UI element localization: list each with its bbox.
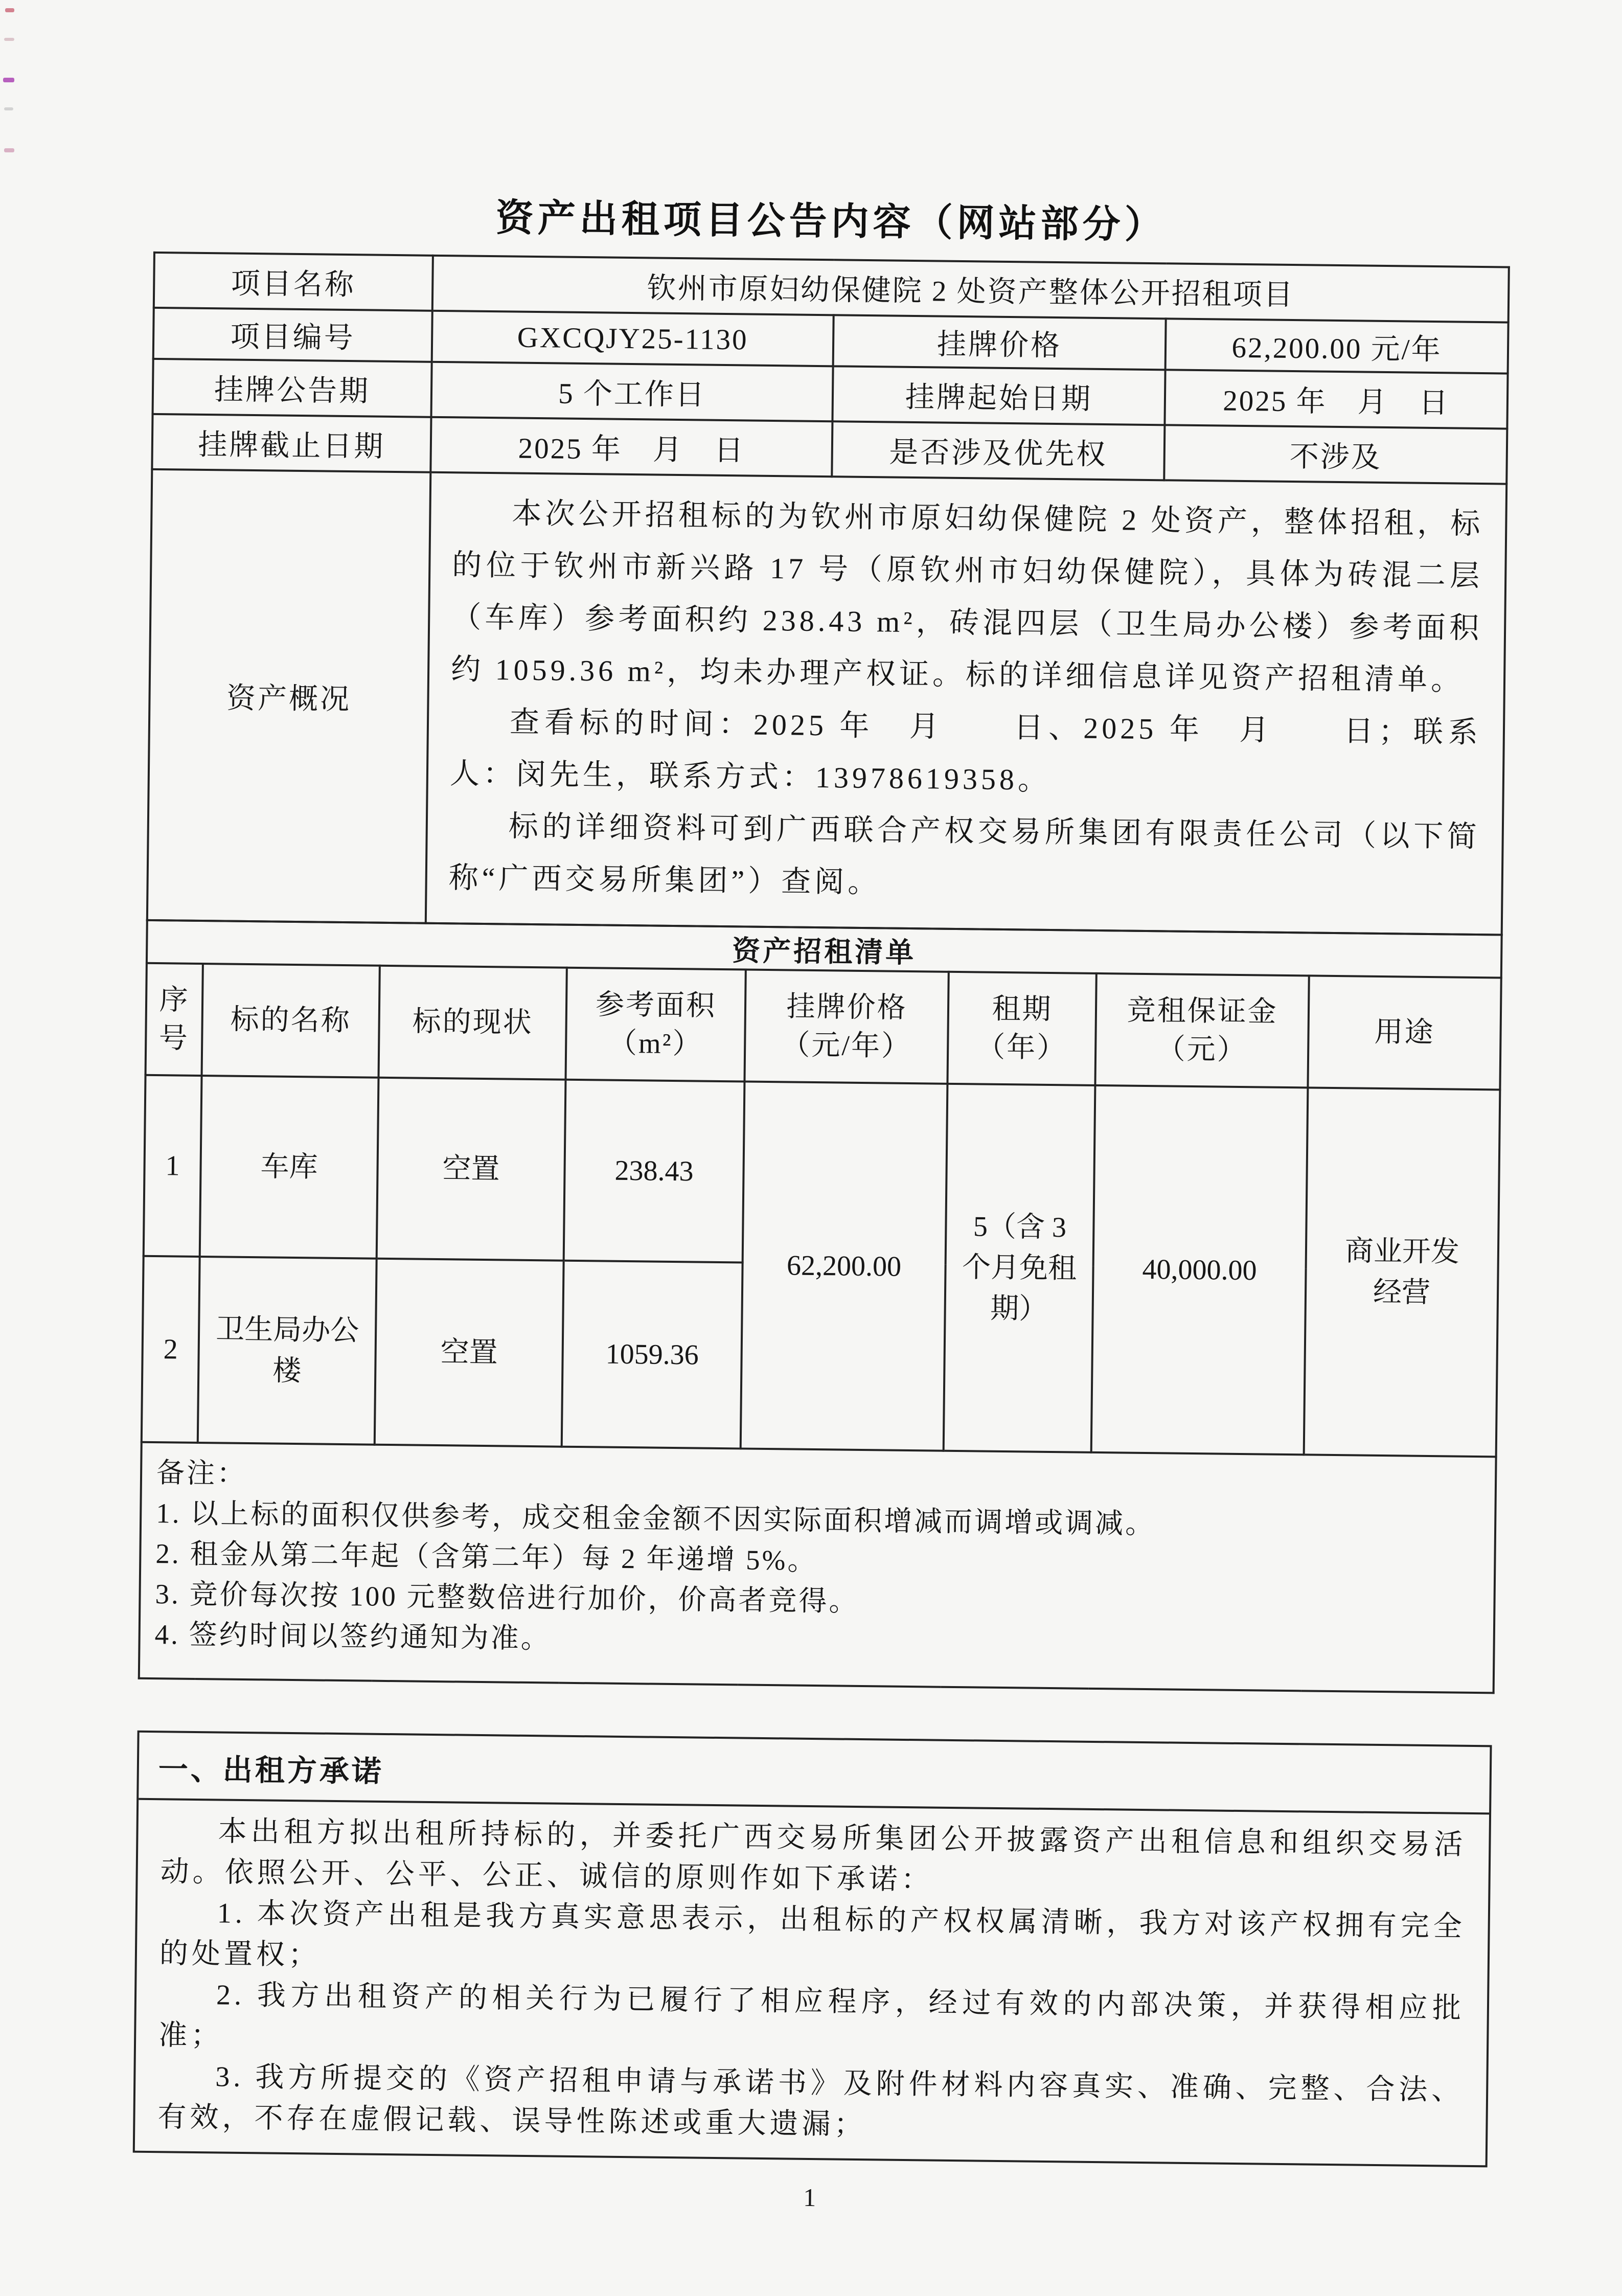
- row2-status: 空置: [375, 1259, 564, 1447]
- announcement-period-value: 5 个工作日: [431, 362, 833, 421]
- table-row: [144, 1075, 1500, 1271]
- asset-overview-paragraph: 标的详细资料可到广西联合产权交易所集团有限责任公司（以下简称“广西交易所集团”）查阅。: [448, 809, 1481, 899]
- table-row: [147, 469, 1506, 935]
- commitment-paragraph: 1. 本次资产出租是我方真实意思表示，出租标的产权权属清晰，我方对该产权拥有完全的处置权；: [159, 1897, 1466, 1971]
- remark-item: 2. 租金从第二年起（含第二年）每 2 年递增 5%。: [155, 1538, 818, 1577]
- header-bid-deposit: 竞租保证金 （元）: [1095, 973, 1309, 1087]
- header-lease-term: 租期 （年）: [947, 972, 1096, 1085]
- priority-right-value: 不涉及: [1164, 425, 1507, 484]
- header-usage: 用途: [1308, 975, 1501, 1089]
- page-number: 1: [803, 2183, 816, 2212]
- table-header-row: [146, 963, 1501, 1090]
- project-info-table: [146, 252, 1510, 936]
- project-name-value: 钦州市原妇幼保健院 2 处资产整体公开招租项目: [432, 256, 1509, 323]
- commitment-paragraph: 3. 我方所提交的《资产招租申请与承诺书》及附件材料内容真实、准确、完整、合法、有效，不存在虚假记载、误导性陈述或重大遗漏；: [157, 2061, 1464, 2141]
- rental-list-table: [138, 919, 1503, 1694]
- remark-item: 4. 签约时间以签约通知为准。: [154, 1619, 552, 1654]
- row1-asset-name: 车库: [200, 1076, 379, 1259]
- table-row: [139, 1442, 1496, 1693]
- asset-overview-label: 资产概况: [147, 469, 431, 923]
- project-name-label: 项目名称: [154, 253, 433, 311]
- rental-list-title: 资产招租清单: [147, 920, 1502, 978]
- listing-start-date-label: 挂牌起始日期: [832, 366, 1165, 425]
- remarks-label: 备注：: [156, 1457, 247, 1490]
- asset-overview-paragraph: 查看标的时间：2025 年 月 日、2025 年 月 日；联系人：闵先生，联系方式：13978619358。: [449, 705, 1482, 797]
- merged-deposit: 40,000.00: [1091, 1085, 1308, 1454]
- listing-price-value: 62,200.00 元/年: [1166, 319, 1509, 373]
- page-title: 资产出租项目公告内容（网站部分）: [495, 197, 1167, 247]
- merged-usage: 商业开发经营: [1304, 1087, 1500, 1457]
- announcement-period-label: 挂牌公告期: [153, 359, 432, 417]
- header-serial-number: 序 号: [146, 963, 203, 1076]
- header-asset-status: 标的现状: [379, 966, 567, 1080]
- listing-end-date-value: 2025 年 月 日: [430, 417, 832, 476]
- row2-asset-name: 卫生局办公楼: [198, 1257, 377, 1445]
- priority-right-label: 是否涉及优先权: [832, 421, 1164, 480]
- row1-serial: 1: [144, 1075, 202, 1257]
- remark-item: 1. 以上标的面积仅供参考，成交租金金额不因实际面积增减而调增或调减。: [155, 1497, 1156, 1540]
- row1-area: 238.43: [564, 1080, 745, 1263]
- lessor-commitment-section: [133, 1731, 1492, 2168]
- header-reference-area: 参考面积 （m²）: [565, 968, 745, 1082]
- project-number-value: GXCQJY25-1130: [432, 311, 834, 366]
- row2-area: 1059.36: [562, 1261, 743, 1449]
- asset-overview-paragraph: 本次公开招租标的为钦州市原妇幼保健院 2 处资产，整体招租，标的位于钦州市新兴路 17 号（原钦州市妇幼保健院），具体为砖混二层（车库）参考面积约 238.43 m²，砖混四层（卫生局办公楼）参考面积约 1059.36 m²，均未办理产权证。标的详细信息详见资产招租清单。: [450, 496, 1484, 697]
- commitment-heading: 一、出租方承诺: [139, 1733, 1490, 1815]
- commitment-body: [135, 1800, 1489, 2166]
- merged-lease-term: 5（含 3 个月免租期）: [944, 1084, 1095, 1452]
- commitment-paragraph: 本出租方拟出租所持标的，并委托广西交易所集团公开披露资产出租信息和组织交易活动。依照公开、公平、公正、诚信的原则作如下承诺：: [160, 1815, 1467, 1896]
- remark-item: 3. 竞价每次按 100 元整数倍进行加价，价高者竞得。: [155, 1578, 859, 1617]
- row2-serial: 2: [142, 1256, 200, 1443]
- listing-end-date-label: 挂牌截止日期: [152, 414, 431, 472]
- asset-overview-text: [426, 472, 1506, 935]
- header-asset-name: 标的名称: [202, 964, 380, 1078]
- project-number-label: 项目编号: [153, 308, 432, 362]
- remarks-cell: [139, 1442, 1496, 1693]
- row1-status: 空置: [377, 1078, 566, 1261]
- merged-price: 62,200.00: [741, 1082, 948, 1451]
- listing-start-date-value: 2025 年 月 日: [1164, 370, 1507, 428]
- commitment-paragraph: 2. 我方出租资产的相关行为已履行了相应程序，经过有效的内部决策，并获得相应批准；: [158, 1979, 1465, 2052]
- header-listing-price: 挂牌价格 （元/年）: [744, 970, 948, 1084]
- content-column: [132, 252, 1508, 2219]
- listing-price-label: 挂牌价格: [833, 315, 1166, 370]
